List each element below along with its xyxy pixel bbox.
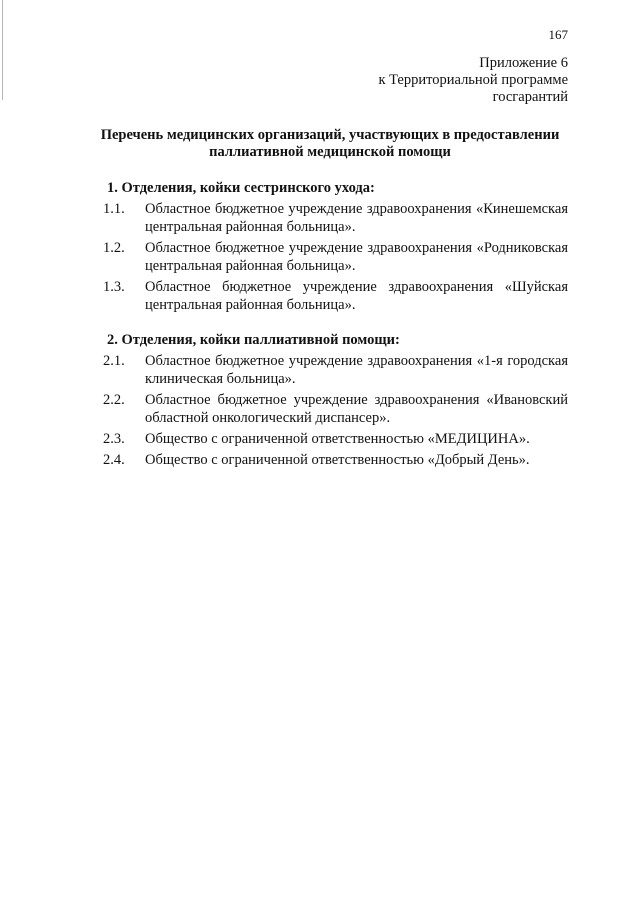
section-heading: 2. Отделения, койки паллиативной помощи: — [107, 332, 400, 348]
list-item — [103, 430, 568, 448]
list-item — [103, 278, 568, 314]
list-item — [103, 391, 568, 427]
list-item — [103, 451, 568, 469]
item-text: Областное бюджетное учреждение здравоохранения «Ивановский областной онкологический диспансер». — [145, 392, 568, 426]
list-item — [103, 239, 568, 275]
item-text: Областное бюджетное учреждение здравоохранения «Кинешемская центральная районная больница». — [145, 201, 568, 235]
appendix-line-2: к Территориальной программе — [378, 72, 568, 88]
item-text: Областное бюджетное учреждение здравоохранения «Родниковская центральная районная больница». — [145, 240, 568, 274]
item-text: Общество с ограниченной ответственностью «МЕДИЦИНА». — [145, 431, 530, 447]
list-item — [103, 200, 568, 236]
appendix-line-3: госгарантий — [492, 89, 568, 105]
item-text: Областное бюджетное учреждение здравоохранения «1-я городская клиническая больница». — [145, 353, 568, 387]
section-palliative-care — [103, 332, 568, 472]
item-number: 2.2. — [103, 392, 125, 408]
section-heading: 1. Отделения, койки сестринского ухода: — [107, 180, 375, 196]
list-item — [103, 352, 568, 388]
item-number: 2.4. — [103, 452, 125, 468]
scan-edge-line — [2, 0, 3, 100]
item-number: 1.1. — [103, 201, 125, 217]
appendix-line-1: Приложение 6 — [479, 55, 568, 71]
appendix-header — [378, 55, 568, 106]
page-number: 167 — [548, 27, 568, 42]
item-text: Общество с ограниченной ответственностью «Добрый День». — [145, 452, 530, 468]
item-number: 2.3. — [103, 431, 125, 447]
title-line-1: Перечень медицинских организаций, участвующих в предоставлении — [100, 127, 560, 143]
title-line-2: паллиативной медицинской помощи — [209, 144, 451, 160]
item-number: 1.3. — [103, 279, 125, 295]
item-text: Областное бюджетное учреждение здравоохранения «Шуйская центральная районная больница». — [145, 279, 568, 313]
document-title — [80, 127, 580, 161]
item-number: 2.1. — [103, 353, 125, 369]
item-number: 1.2. — [103, 240, 125, 256]
section-nursing-care — [103, 180, 568, 317]
